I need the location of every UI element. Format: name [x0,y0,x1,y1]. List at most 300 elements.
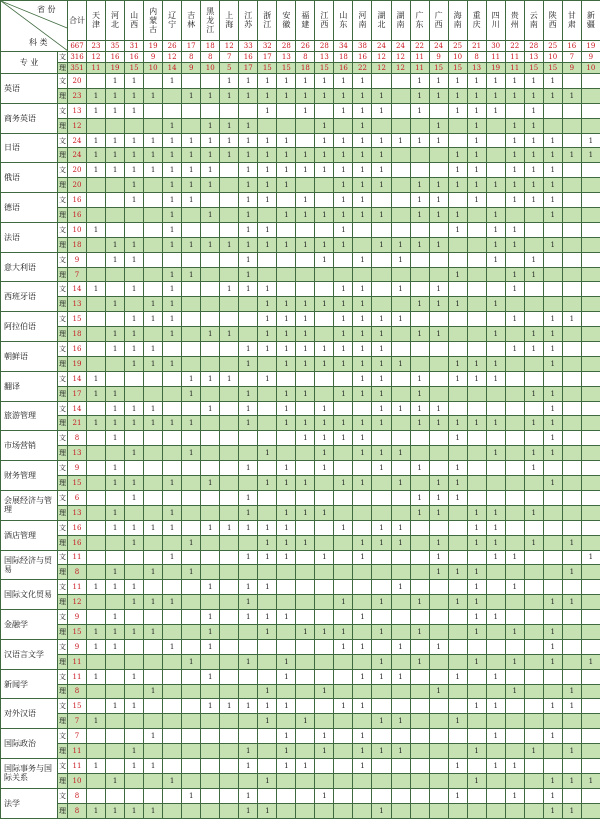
quota-cell [87,550,106,565]
major-total-cell: 9 [68,252,87,267]
quota-cell [562,342,581,357]
quota-cell: 1 [125,699,144,714]
quota-cell [353,580,372,595]
quota-cell [391,222,410,237]
quota-cell: 1 [125,342,144,357]
quota-cell: 1 [486,222,505,237]
summary-value-cell: 11 [486,52,505,63]
summary-row [1,52,600,63]
major-row [1,118,600,133]
quota-cell: 1 [410,208,429,223]
quota-cell [87,773,106,788]
quota-cell: 1 [353,371,372,386]
quota-cell: 1 [467,103,486,118]
quota-cell: 1 [258,74,277,89]
quota-cell [581,193,600,208]
quota-cell [467,684,486,699]
quota-cell [315,178,334,193]
quota-cell: 1 [543,401,562,416]
quota-cell: 1 [277,178,296,193]
quota-cell [220,565,239,580]
summary-value-cell: 10 [144,63,163,74]
quota-cell: 1 [239,282,258,297]
quota-cell [410,669,429,684]
quota-cell [581,684,600,699]
quota-cell: 1 [125,74,144,89]
quota-cell [87,74,106,89]
quota-cell: 1 [543,595,562,610]
quota-cell [106,744,125,759]
quota-cell: 1 [315,237,334,252]
quota-cell: 1 [163,163,182,178]
quota-cell: 1 [410,654,429,669]
quota-cell [239,714,258,729]
quota-cell [163,580,182,595]
quota-cell [391,327,410,342]
quota-cell: 1 [315,461,334,476]
quota-cell [125,386,144,401]
quota-cell: 1 [581,654,600,669]
quota-cell [258,669,277,684]
quota-cell: 1 [467,193,486,208]
quota-cell: 1 [144,342,163,357]
quota-cell: 1 [505,312,524,327]
quota-cell [486,133,505,148]
quota-cell: 1 [163,550,182,565]
quota-cell: 1 [505,267,524,282]
category-type-cell: 理 [58,654,68,669]
quota-cell [581,88,600,103]
quota-cell: 1 [543,416,562,431]
quota-cell [391,416,410,431]
quota-cell: 1 [372,237,391,252]
quota-cell [315,639,334,654]
quota-cell [144,74,163,89]
quota-cell: 1 [505,222,524,237]
quota-cell: 1 [163,208,182,223]
quota-cell [391,550,410,565]
quota-cell [581,624,600,639]
quota-cell [543,684,562,699]
quota-cell: 1 [315,342,334,357]
quota-cell: 1 [239,505,258,520]
quota-cell: 1 [391,669,410,684]
quota-cell [125,222,144,237]
quota-cell [562,461,581,476]
summary-value-cell: 18 [296,63,315,74]
major-name-cell: 阿拉伯语 [1,312,58,342]
major-row [1,386,600,401]
category-type-cell: 理 [58,237,68,252]
quota-cell: 1 [315,401,334,416]
quota-cell [391,729,410,744]
quota-cell [562,133,581,148]
quota-cell [163,788,182,803]
quota-cell [220,208,239,223]
summary-value-cell: 34 [334,40,353,51]
quota-cell: 1 [277,163,296,178]
quota-cell [505,416,524,431]
major-name-cell: 英语 [1,74,58,104]
quota-cell: 1 [372,312,391,327]
quota-cell [562,669,581,684]
summary-value-cell: 17 [258,52,277,63]
category-type-cell: 文 [58,252,68,267]
quota-cell: 1 [391,580,410,595]
quota-cell: 1 [334,431,353,446]
quota-cell: 1 [353,446,372,461]
quota-cell: 1 [524,744,543,759]
quota-cell: 1 [353,476,372,491]
quota-cell [391,163,410,178]
quota-cell [334,565,353,580]
quota-cell [467,267,486,282]
quota-cell: 1 [543,476,562,491]
quota-cell: 1 [543,773,562,788]
quota-cell [448,446,467,461]
quota-cell: 1 [448,356,467,371]
major-total-cell: 21 [68,416,87,431]
quota-cell: 1 [410,371,429,386]
major-total-cell: 8 [68,803,87,818]
quota-cell: 1 [391,476,410,491]
quota-cell: 1 [106,461,125,476]
quota-cell [87,297,106,312]
quota-cell [524,371,543,386]
quota-cell [258,267,277,282]
major-row [1,133,600,148]
quota-cell [334,371,353,386]
quota-cell: 1 [543,386,562,401]
quota-cell: 1 [239,342,258,357]
major-row [1,401,600,416]
quota-cell: 1 [258,88,277,103]
quota-cell [277,803,296,818]
summary-value-cell: 15 [125,63,144,74]
quota-cell: 1 [353,386,372,401]
summary-value-cell: 10 [581,63,600,74]
quota-cell [144,118,163,133]
quota-cell [467,342,486,357]
quota-cell [467,758,486,773]
major-row [1,699,600,714]
quota-cell: 1 [106,103,125,118]
quota-cell: 1 [334,639,353,654]
quota-cell [410,788,429,803]
quota-cell [201,505,220,520]
quota-cell: 1 [144,624,163,639]
quota-cell: 1 [543,237,562,252]
quota-cell: 1 [163,595,182,610]
quota-cell [505,327,524,342]
major-name-cell: 金融学 [1,610,58,640]
quota-cell: 1 [334,148,353,163]
quota-cell [562,401,581,416]
major-total-cell: 18 [68,327,87,342]
summary-total-cell: 351 [68,63,87,74]
quota-cell: 1 [353,610,372,625]
quota-cell [448,535,467,550]
quota-cell [448,744,467,759]
category-type-cell: 理 [58,684,68,699]
quota-cell [410,446,429,461]
quota-cell: 1 [543,88,562,103]
quota-cell: 1 [201,401,220,416]
quota-cell [220,505,239,520]
quota-cell [125,461,144,476]
quota-cell: 1 [106,476,125,491]
quota-cell: 1 [353,252,372,267]
quota-cell: 1 [182,386,201,401]
quota-cell: 1 [429,505,448,520]
quota-cell [144,550,163,565]
quota-cell: 1 [505,342,524,357]
quota-cell [581,758,600,773]
quota-cell: 1 [201,88,220,103]
quota-cell: 1 [220,118,239,133]
quota-cell [315,327,334,342]
quota-cell [372,74,391,89]
quota-cell [505,505,524,520]
quota-cell [239,639,258,654]
quota-cell [87,684,106,699]
quota-cell [315,758,334,773]
quota-cell [125,267,144,282]
quota-cell [220,416,239,431]
major-row [1,237,600,252]
quota-cell [220,639,239,654]
quota-cell: 1 [334,699,353,714]
quota-cell [486,312,505,327]
quota-cell [486,461,505,476]
quota-cell [182,773,201,788]
summary-value-cell: 16 [125,52,144,63]
quota-cell: 1 [144,163,163,178]
quota-cell: 1 [296,103,315,118]
major-row [1,684,600,699]
summary-value-cell: 13 [524,52,543,63]
quota-cell [182,744,201,759]
quota-cell [391,803,410,818]
province-header: 山西 [125,1,144,41]
quota-cell [277,684,296,699]
summary-value-cell: 9 [144,52,163,63]
summary-value-cell: 15 [429,63,448,74]
quota-cell [581,163,600,178]
quota-cell: 1 [524,133,543,148]
quota-cell: 1 [220,327,239,342]
summary-value-cell: 19 [581,40,600,51]
summary-value-cell: 16 [353,52,372,63]
quota-cell [543,565,562,580]
quota-cell [220,476,239,491]
quota-cell: 1 [372,133,391,148]
major-total-cell: 20 [68,178,87,193]
quota-cell [486,803,505,818]
quota-cell [524,669,543,684]
quota-cell: 1 [125,193,144,208]
quota-cell: 1 [220,133,239,148]
major-row [1,163,600,178]
quota-cell: 1 [429,297,448,312]
major-total-cell: 13 [68,446,87,461]
quota-cell: 1 [163,416,182,431]
quota-cell [334,446,353,461]
quota-cell: 1 [524,252,543,267]
quota-cell [315,476,334,491]
quota-cell: 1 [296,356,315,371]
major-total-cell: 7 [68,714,87,729]
summary-value-cell: 28 [315,40,334,51]
quota-cell: 1 [391,446,410,461]
quota-cell: 1 [201,118,220,133]
quota-cell [106,714,125,729]
quota-cell [125,684,144,699]
quota-cell: 1 [239,252,258,267]
quota-cell [448,610,467,625]
quota-cell [410,729,429,744]
quota-cell: 1 [543,342,562,357]
quota-cell [182,639,201,654]
quota-cell: 1 [486,669,505,684]
quota-cell: 1 [543,654,562,669]
quota-cell [429,386,448,401]
quota-cell: 1 [258,803,277,818]
quota-cell: 1 [448,267,467,282]
quota-cell [505,208,524,223]
quota-cell: 1 [334,595,353,610]
quota-cell: 1 [486,550,505,565]
quota-cell: 1 [144,133,163,148]
quota-cell [448,282,467,297]
quota-cell: 1 [163,520,182,535]
quota-cell [220,624,239,639]
quota-cell [258,356,277,371]
major-row [1,669,600,684]
quota-cell [182,505,201,520]
quota-cell: 1 [296,297,315,312]
quota-cell [220,610,239,625]
quota-cell [467,386,486,401]
quota-cell: 1 [448,222,467,237]
quota-cell: 1 [125,356,144,371]
quota-cell [258,595,277,610]
quota-cell [334,580,353,595]
quota-cell [562,163,581,178]
quota-cell [296,520,315,535]
quota-cell: 1 [372,148,391,163]
quota-cell [524,699,543,714]
major-name-cell: 新闻学 [1,669,58,699]
quota-cell: 1 [296,88,315,103]
quota-cell [296,610,315,625]
quota-cell: 1 [277,74,296,89]
quota-cell: 1 [144,803,163,818]
quota-cell: 1 [505,580,524,595]
province-header: 江西 [315,1,334,41]
category-type-cell: 文 [58,461,68,476]
quota-cell [125,118,144,133]
quota-cell [182,595,201,610]
major-row [1,431,600,446]
quota-cell [144,639,163,654]
quota-cell [334,714,353,729]
quota-cell [353,222,372,237]
quota-cell: 1 [505,148,524,163]
quota-cell [505,401,524,416]
quota-cell: 1 [429,282,448,297]
quota-cell: 1 [429,327,448,342]
quota-cell [258,490,277,505]
quota-cell [258,639,277,654]
quota-cell [334,267,353,282]
quota-cell: 1 [163,505,182,520]
quota-cell [391,148,410,163]
quota-cell: 1 [543,788,562,803]
quota-cell [315,699,334,714]
quota-cell: 1 [163,312,182,327]
quota-cell: 1 [429,684,448,699]
quota-cell [182,118,201,133]
quota-cell: 1 [106,773,125,788]
quota-cell: 1 [163,327,182,342]
quota-cell [353,237,372,252]
quota-cell [486,431,505,446]
quota-cell [334,490,353,505]
quota-cell [581,267,600,282]
summary-value-cell: 16 [239,52,258,63]
summary-value-cell: 16 [562,40,581,51]
quota-cell: 1 [106,624,125,639]
summary-value-cell: 19 [106,63,125,74]
quota-cell: 1 [182,148,201,163]
quota-cell [239,103,258,118]
quota-cell: 1 [505,163,524,178]
quota-cell [296,401,315,416]
major-total-cell: 11 [68,550,87,565]
quota-cell: 1 [106,386,125,401]
major-row [1,327,600,342]
quota-cell [106,758,125,773]
quota-cell: 1 [201,148,220,163]
quota-cell [372,118,391,133]
quota-cell: 1 [524,327,543,342]
summary-value-cell: 10 [448,52,467,63]
quota-cell: 1 [429,490,448,505]
quota-cell [201,550,220,565]
major-total-cell: 13 [68,103,87,118]
major-row [1,803,600,818]
quota-cell: 1 [296,193,315,208]
quota-cell: 1 [125,446,144,461]
quota-cell [106,356,125,371]
summary-value-cell: 11 [410,63,429,74]
quota-cell [144,431,163,446]
quota-cell: 1 [486,371,505,386]
quota-cell: 1 [239,148,258,163]
major-total-cell: 20 [68,163,87,178]
quota-cell: 1 [353,74,372,89]
quota-cell [87,208,106,223]
quota-cell: 1 [258,282,277,297]
quota-cell [106,535,125,550]
quota-cell: 1 [562,535,581,550]
quota-cell: 1 [106,580,125,595]
quota-cell: 1 [372,88,391,103]
quota-cell [391,386,410,401]
quota-cell: 1 [239,118,258,133]
quota-cell [429,624,448,639]
